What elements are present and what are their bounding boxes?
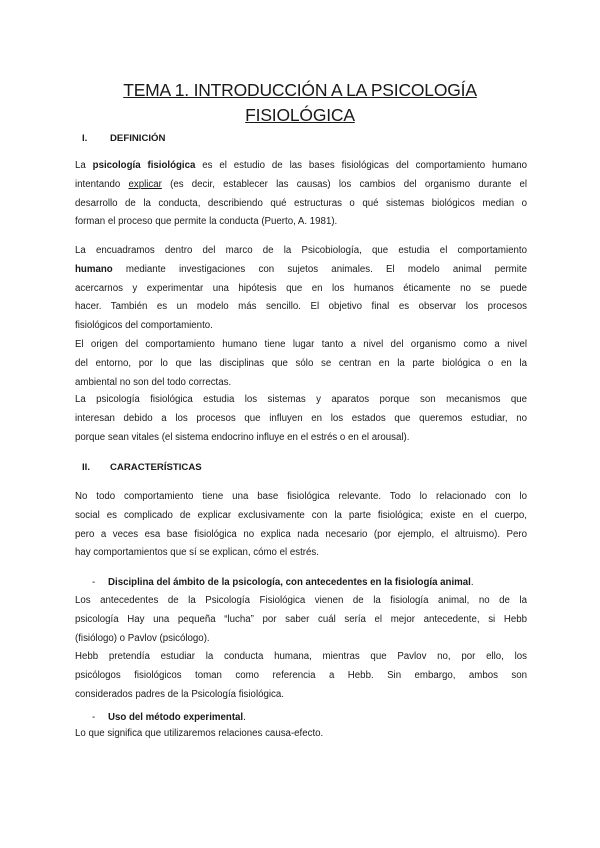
section-heading-definicion xyxy=(82,132,165,146)
text-line: psicólogos fisiológicos toman como referencia a Hebb. Sin embargo, ambos son xyxy=(75,670,527,682)
text-line: fisiológicos del comportamiento. xyxy=(75,320,213,332)
section-heading-caracteristicas xyxy=(82,461,202,475)
bullet-tail: . xyxy=(470,577,474,588)
bold-term: humano xyxy=(75,263,113,275)
text-line: La psicología fisiológica es el estudio de las bases fisiológicas del comportamiento humano xyxy=(75,160,528,171)
text-line: ambiental no son del todo correctas. xyxy=(75,376,232,388)
text-line: desarrollo de la conducta, describiendo qué estructuras o qué sistemas biológicos median o xyxy=(75,197,527,209)
text-line: hacer. También es un modelo más sencillo. El objetivo final es observar los procesos xyxy=(75,301,527,313)
section-title: DEFINICIÓN xyxy=(110,133,166,144)
text-line: Los antecedentes de la Psicología Fisiológica vienen de la fisiología animal, no de la xyxy=(75,595,527,606)
text-line: El origen del comportamiento humano tiene lugar tanto a nivel del organismo como a nivel xyxy=(75,338,527,350)
text-line: social es complicado de explicar exclusivamente con la parte fisiológica; existe en el cuerpo, xyxy=(75,509,527,521)
bullet-dash: - xyxy=(92,577,96,588)
definition-paragraph-2 xyxy=(75,242,527,392)
section-title: CARACTERÍSTICAS xyxy=(110,462,202,473)
section-number: II. xyxy=(82,462,90,473)
text-line: No todo comportamiento tiene una base fisiológica relevante. Todo lo relacionado con lo xyxy=(75,491,527,502)
text-line: (fisiólogo) o Pavlov (psicólogo). xyxy=(75,632,210,644)
text-line: La encuadramos dentro del marco de la Psicobiología, que estudia el comportamiento xyxy=(75,245,527,256)
text-line: psicología Hay una pequeña “lucha” por saber cuál sería el mejor antecedente, si Hebb xyxy=(75,613,527,625)
text-line: hay comportamientos que sí se explican, cómo el estrés. xyxy=(75,547,319,559)
characteristics-paragraph-1 xyxy=(75,488,527,563)
bullet-text: Disciplina del ámbito de la psicología, con antecedentes en la fisiología animal xyxy=(108,577,471,588)
text-line: intentando explicar (es decir, establecer las causas) los cambios del organismo durante el xyxy=(75,178,527,190)
bullet-dash: - xyxy=(92,712,96,723)
text-line: interesan debido a los procesos que influyen en los estados que queremos estudiar, no xyxy=(75,412,527,424)
underlined-term: explicar xyxy=(128,178,162,190)
text-line: acercarnos y experimentar una hipótesis que en los humanos éticamente no se puede xyxy=(75,282,527,294)
text-line: Hebb pretendía estudiar la conducta humana, mientras que Pavlov no, por ello, los xyxy=(75,651,527,663)
document-title-line-1: TEMA 1. INTRODUCCIÓN A LA PSICOLOGÍA xyxy=(123,80,477,100)
bullet-text: Uso del método experimental xyxy=(108,712,244,723)
definition-paragraph-1 xyxy=(75,157,527,232)
text-line: humano mediante investigaciones con sujetos animales. El modelo animal permite xyxy=(75,263,527,275)
bold-term: psicología fisiológica xyxy=(92,160,196,171)
characteristics-paragraph-3 xyxy=(75,725,527,744)
text-line: porque sean vitales (el sistema endocrino influye en el estrés o en el arousal). xyxy=(75,431,410,443)
document-title-line-2: FISIOLÓGICA xyxy=(245,105,355,125)
text-line: Lo que significa que utilizaremos relaciones causa-efecto. xyxy=(75,728,324,739)
characteristics-paragraph-2 xyxy=(75,592,527,705)
bullet-disciplina xyxy=(92,576,474,590)
text-line: del entorno, por lo que las disciplinas que sólo se centran en la parte biológica o en la xyxy=(75,357,527,369)
definition-paragraph-3 xyxy=(75,391,527,447)
text-line: pero a veces esa base fisiológica no explica nada necesario (por ejemplo, el altruismo). Pero xyxy=(75,528,527,540)
text-line: La psicología fisiológica estudia los sistemas y aparatos porque son mecanismos que xyxy=(75,394,527,405)
bullet-metodo-experimental xyxy=(92,711,246,725)
section-number: I. xyxy=(82,133,88,144)
bullet-tail: . xyxy=(243,712,246,723)
text-line: considerados padres de la Psicología fisiológica. xyxy=(75,688,284,700)
text-line: forman el proceso que permite la conducta (Puerto, A. 1981). xyxy=(75,216,338,228)
